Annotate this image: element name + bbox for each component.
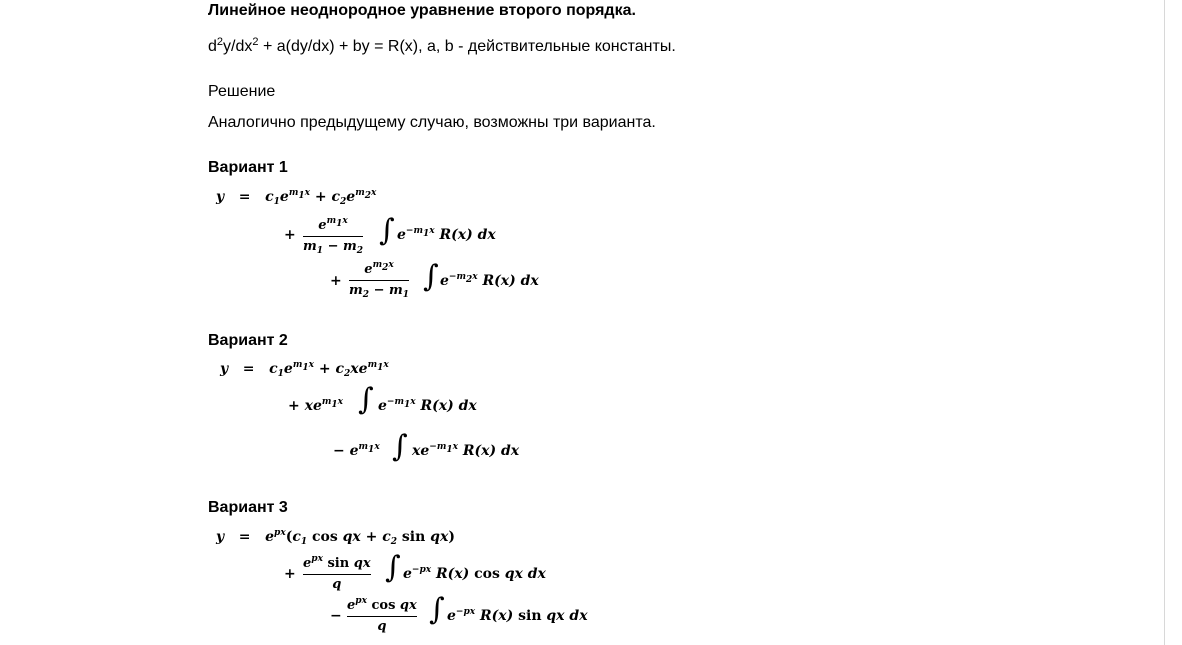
equation-text: $d^2y/dx^2 + a(dy/dx)$ + by = R(x), a, b - действительные константы. bbox=[208, 36, 676, 55]
variant-2-heading: Вариант 2 bbox=[208, 332, 288, 349]
intro-text: Аналогично предыдущему случаю, возможны три варианта. bbox=[208, 114, 656, 131]
page-title: Линейное неоднородное уравнение второго порядка. bbox=[208, 2, 636, 19]
page-right-border bbox=[1164, 0, 1165, 645]
variant-1-heading: Вариант 1 bbox=[208, 159, 288, 176]
variant-3-heading: Вариант 3 bbox=[208, 499, 288, 516]
solution-label: Решение bbox=[208, 83, 276, 100]
